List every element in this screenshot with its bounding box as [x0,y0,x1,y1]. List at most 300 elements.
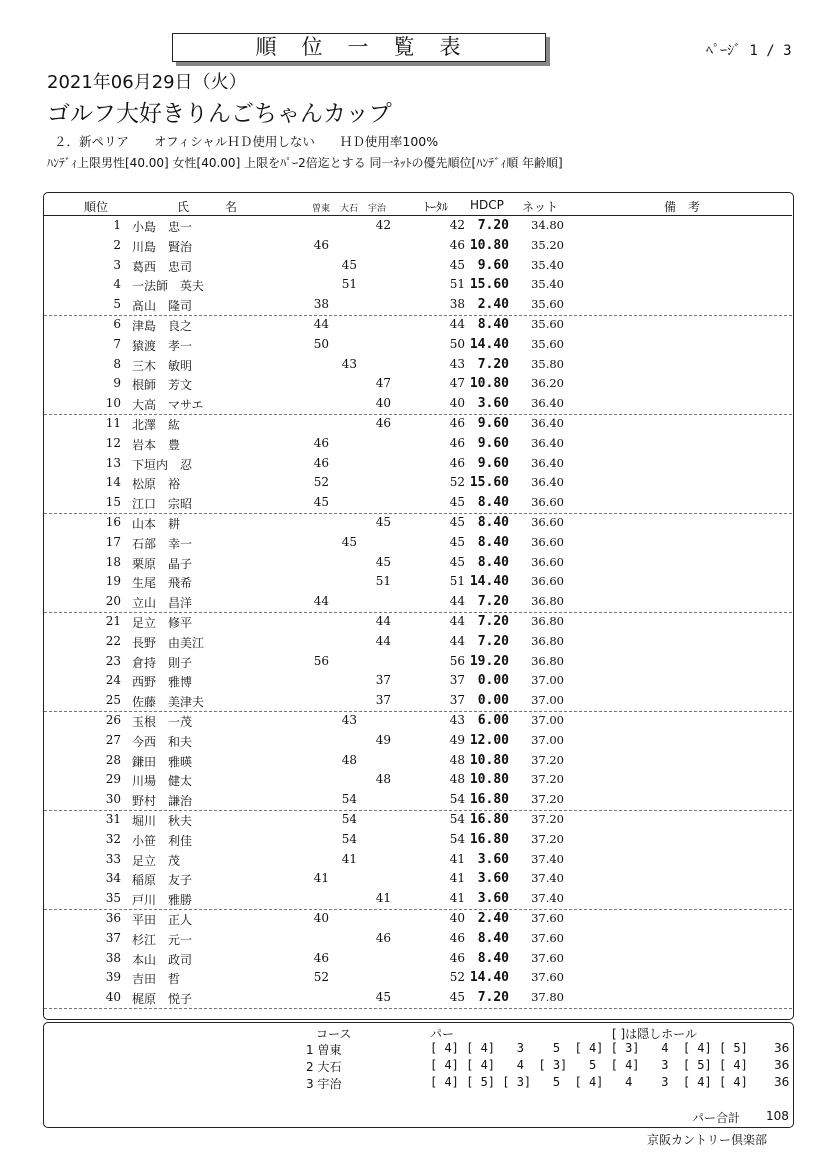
rank-cell: 31 [105,812,121,826]
table-row [44,295,792,316]
rank-cell: 29 [105,772,121,787]
total-cell: 44 [449,594,465,609]
total-cell: 43 [449,356,465,371]
rank-cell: 10 [105,396,121,411]
rank-cell: 33 [105,851,121,866]
net-cell: 37.60 [531,970,564,985]
score-course1: 41 [313,871,329,886]
score-course1: 56 [313,653,329,668]
rank-cell: 9 [113,376,121,391]
total-cell: 48 [449,752,465,767]
net-cell: 35.60 [531,297,564,312]
table-row [44,869,792,889]
name-cell: 玉根 一茂 [132,715,193,729]
course-par-total: 36 [774,1075,790,1089]
table-row [44,275,792,295]
table-row [44,968,792,988]
net-cell: 36.80 [531,594,564,609]
header-hdcp: HDCP [470,198,504,212]
rank-cell: 28 [105,752,121,767]
course-pars: [ 4] [ 5] [ 3] 5 [ 4] 4 3 [ 4] [ 4] [430,1075,748,1089]
hdcp-cell: 8.40 [477,950,509,966]
total-cell: 46 [449,416,465,430]
hdcp-cell: 16.80 [469,792,509,808]
header-course1: 曽東 [312,204,331,214]
header-course2: 大石 [340,204,359,214]
name-cell: 小島 忠一 [132,220,193,234]
table-row [44,414,792,434]
course-par-total: 36 [774,1041,790,1055]
name-cell: 堀川 秋夫 [132,814,193,828]
course-pars: [ 4] [ 4] 4 [ 3] 5 [ 4] 3 [ 5] [ 4] [430,1058,748,1072]
table-row [44,335,792,355]
total-cell: 51 [449,574,465,589]
total-cell: 37 [449,693,465,708]
hdcp-cell: 7.20 [477,614,509,629]
net-cell: 36.80 [531,633,564,648]
total-cell: 46 [449,237,465,252]
rank-cell: 1 [113,218,121,232]
net-cell: 37.20 [531,752,564,767]
table-row [44,652,792,672]
total-cell: 52 [449,970,465,985]
score-course3: 42 [375,218,391,232]
hdcp-cell: 9.60 [477,435,509,451]
name-cell: 岩本 豊 [132,437,181,452]
score-course2: 48 [341,752,357,767]
rank-cell: 38 [105,950,121,965]
score-course2: 45 [341,257,357,272]
score-course3: 44 [375,614,391,628]
table-row [44,256,792,276]
total-cell: 50 [449,336,465,351]
table-row [44,374,792,394]
hdcp-cell: 16.80 [469,812,509,827]
table-row [44,355,792,375]
hidden-hole-note: [ ]は隠しホール [612,1027,697,1041]
total-cell: 46 [449,455,465,470]
rank-cell: 4 [113,277,121,292]
scoring-rule: ２．新ペリア オフィシャルＨＤ使用しない ＨＤ使用率100% [54,134,439,149]
table-row [44,592,792,613]
net-cell: 37.80 [531,990,564,1005]
table-row [44,929,792,949]
table-row [44,671,792,691]
net-cell: 36.60 [531,515,564,529]
score-course1: 45 [313,495,329,510]
hdcp-cell: 3.60 [477,396,509,412]
total-cell: 45 [449,257,465,272]
hdcp-cell: 10.80 [469,237,509,253]
total-cell: 54 [449,792,465,807]
table-row [44,493,792,514]
table-row [44,909,792,929]
table-row [44,216,792,236]
score-course1: 40 [313,911,329,925]
net-cell: 37.40 [531,871,564,886]
net-cell: 37.20 [531,831,564,846]
total-cell: 44 [449,633,465,648]
name-cell: 大高 マサエ [132,398,204,413]
name-cell: 生尾 飛希 [132,576,193,591]
name-cell: 北澤 紘 [132,418,181,432]
course-par-box [43,1022,794,1128]
total-cell: 44 [449,614,465,628]
handicap-rule: ﾊﾝﾃﾞｨ上限男性[40.00] 女性[40.00] 上限をﾊﾟｰ2倍迄とする 同一ﾈｯﾄの優先順位[ﾊﾝﾃﾞｨ順 年齢順] [47,156,563,170]
hdcp-cell: 2.40 [477,911,509,926]
score-course3: 48 [375,772,391,787]
table-row [44,632,792,652]
name-cell: 松原 裕 [132,477,181,492]
score-course3: 40 [375,396,391,411]
course-name: 1 曽東 [306,1043,342,1057]
score-course1: 44 [313,594,329,609]
rank-cell: 3 [113,257,121,272]
name-cell: 吉田 哲 [132,972,181,987]
score-course1: 52 [313,475,329,490]
net-cell: 37.00 [531,732,564,747]
name-cell: 足立 茂 [132,853,181,868]
hdcp-cell: 12.00 [469,732,509,748]
name-cell: 今西 和夫 [132,734,193,749]
course-par-total: 36 [774,1058,790,1072]
score-course2: 43 [341,713,357,727]
hdcp-cell: 8.40 [477,495,509,511]
rank-cell: 26 [105,713,121,727]
hdcp-cell: 7.20 [477,594,509,610]
par-total-value: 108 [766,1109,789,1123]
rank-cell: 23 [105,653,121,668]
total-cell: 54 [449,812,465,826]
total-cell: 52 [449,475,465,490]
score-course3: 46 [375,416,391,430]
results-table-header [44,197,792,216]
net-cell: 37.60 [531,911,564,925]
rank-cell: 30 [105,792,121,807]
score-course2: 54 [341,812,357,826]
name-cell: 石部 幸一 [132,536,193,551]
hdcp-cell: 10.80 [469,772,509,788]
net-cell: 37.40 [531,891,564,906]
score-course1: 52 [313,970,329,985]
name-cell: 江口 宗昭 [132,497,193,512]
table-row [44,751,792,771]
name-cell: 川場 健太 [132,774,193,789]
page-title: 順 位 一 覧 表 [172,33,546,62]
score-course2: 41 [341,851,357,866]
rank-cell: 32 [105,831,121,846]
rank-cell: 17 [105,534,121,549]
club-name: 京阪カントリー倶楽部 [647,1133,768,1147]
total-cell: 51 [449,277,465,292]
total-cell: 40 [449,911,465,925]
event-date: 2021年06月29日（火） [47,72,247,93]
net-cell: 36.60 [531,495,564,510]
total-cell: 48 [449,772,465,787]
net-cell: 35.80 [531,356,564,371]
net-cell: 36.40 [531,435,564,450]
rank-cell: 8 [113,356,121,371]
rank-cell: 15 [105,495,121,510]
rank-cell: 16 [105,515,121,529]
table-row [44,236,792,256]
hdcp-cell: 3.60 [477,891,509,907]
rank-cell: 35 [105,891,121,906]
table-row [44,810,792,830]
net-cell: 37.00 [531,673,564,688]
course-header: コース [316,1027,352,1041]
rank-cell: 19 [105,574,121,589]
net-cell: 36.80 [531,614,564,628]
net-cell: 35.60 [531,317,564,331]
name-cell: 三木 敏明 [132,358,193,373]
rank-cell: 22 [105,633,121,648]
rank-cell: 2 [113,237,121,252]
score-course3: 45 [375,515,391,529]
score-course2: 45 [341,534,357,549]
hdcp-cell: 6.00 [477,713,509,728]
score-course1: 50 [313,336,329,351]
rank-cell: 20 [105,594,121,609]
table-row [44,850,792,870]
hdcp-cell: 10.80 [469,376,509,392]
rank-cell: 25 [105,693,121,708]
rank-cell: 18 [105,554,121,569]
net-cell: 37.20 [531,792,564,807]
score-course2: 54 [341,792,357,807]
rank-cell: 14 [105,475,121,490]
hdcp-cell: 7.20 [477,218,509,233]
hdcp-cell: 0.00 [477,673,509,689]
net-cell: 36.40 [531,396,564,411]
table-row [44,513,792,533]
table-row [44,454,792,474]
score-course1: 46 [313,455,329,470]
net-cell: 35.40 [531,277,564,292]
score-course1: 46 [313,237,329,252]
total-cell: 45 [449,515,465,529]
hdcp-cell: 8.40 [477,317,509,332]
hdcp-cell: 8.40 [477,515,509,530]
name-cell: 稲原 友子 [132,873,193,888]
net-cell: 36.40 [531,455,564,470]
rank-cell: 12 [105,435,121,450]
score-course2: 51 [341,277,357,292]
net-cell: 37.00 [531,713,564,727]
total-cell: 40 [449,396,465,411]
table-row [44,553,792,573]
rank-cell: 24 [105,673,121,688]
rank-cell: 7 [113,336,121,351]
total-cell: 45 [449,990,465,1005]
net-cell: 34.80 [531,218,564,232]
hdcp-cell: 14.40 [469,336,509,352]
total-cell: 45 [449,495,465,510]
total-cell: 38 [449,297,465,312]
name-cell: 葛西 忠司 [132,259,193,274]
total-cell: 46 [449,950,465,965]
score-course3: 45 [375,554,391,569]
hdcp-cell: 9.60 [477,416,509,431]
net-cell: 37.20 [531,812,564,826]
net-cell: 36.60 [531,574,564,589]
name-cell: 足立 修平 [132,616,193,630]
net-cell: 37.40 [531,851,564,866]
total-cell: 45 [449,534,465,549]
score-course2: 43 [341,356,357,371]
table-row [44,394,792,415]
net-cell: 36.40 [531,416,564,430]
total-cell: 49 [449,732,465,747]
rank-cell: 6 [113,317,121,331]
net-cell: 37.20 [531,772,564,787]
total-cell: 46 [449,930,465,945]
total-cell: 43 [449,713,465,727]
header-name: 氏 名 [177,200,238,214]
hdcp-cell: 8.40 [477,554,509,570]
hdcp-cell: 19.20 [469,653,509,669]
total-cell: 41 [449,891,465,906]
table-row [44,949,792,969]
table-row [44,731,792,751]
hdcp-cell: 9.60 [477,257,509,273]
name-cell: 倉持 則子 [132,655,193,670]
competition-name: ゴルフ大好きりんごちゃんカップ [47,101,392,127]
total-cell: 37 [449,673,465,688]
name-cell: 梶原 悦子 [132,992,193,1007]
rank-cell: 21 [105,614,121,628]
score-course1: 38 [313,297,329,312]
header-rank: 順位 [84,200,109,214]
header-course3: 宇治 [368,204,387,214]
par-header: パー [430,1027,455,1041]
rank-cell: 13 [105,455,121,470]
name-cell: 立山 昌洋 [132,596,193,611]
hdcp-cell: 3.60 [477,851,509,867]
total-cell: 45 [449,554,465,569]
score-course1: 46 [313,950,329,965]
page-number: ﾍﾟｰｼﾞ 1 / 3 [706,43,792,59]
net-cell: 36.80 [531,653,564,668]
name-cell: 野村 謙治 [132,794,193,809]
total-cell: 46 [449,435,465,450]
name-cell: 下垣内 忍 [132,457,193,472]
net-cell: 35.40 [531,257,564,272]
hdcp-cell: 8.40 [477,534,509,550]
course-name: 2 大石 [306,1060,342,1074]
total-cell: 54 [449,831,465,846]
course-name: 3 宇治 [306,1077,342,1091]
score-course3: 46 [375,930,391,945]
hdcp-cell: 15.60 [469,475,509,491]
table-row [44,790,792,811]
table-row [44,988,792,1009]
table-row [44,612,792,632]
net-cell: 36.60 [531,554,564,569]
table-row [44,572,792,592]
net-cell: 36.60 [531,534,564,549]
hdcp-cell: 7.20 [477,633,509,649]
hdcp-cell: 2.40 [477,297,509,313]
name-cell: 津島 良之 [132,319,193,333]
total-cell: 47 [449,376,465,391]
score-course3: 47 [375,376,391,391]
name-cell: 西野 雅博 [132,675,193,690]
score-course2: 54 [341,831,357,846]
net-cell: 37.00 [531,693,564,708]
total-cell: 41 [449,851,465,866]
name-cell: 杉江 元一 [132,932,193,947]
total-cell: 44 [449,317,465,331]
score-course3: 44 [375,633,391,648]
hdcp-cell: 15.60 [469,277,509,293]
total-cell: 41 [449,871,465,886]
table-row [44,315,792,335]
score-course3: 41 [375,891,391,906]
table-row [44,533,792,553]
rank-cell: 5 [113,297,121,312]
par-total-label: パー合計 [692,1111,741,1125]
course-pars: [ 4] [ 4] 3 5 [ 4] [ 3] 4 [ 4] [ 5] [430,1041,748,1055]
score-course1: 46 [313,435,329,450]
rank-cell: 36 [105,911,121,925]
total-cell: 42 [449,218,465,232]
name-cell: 山本 耕 [132,517,181,531]
header-total: ﾄｰﾀﾙ [424,200,449,214]
net-cell: 35.60 [531,336,564,351]
name-cell: 佐藤 美津夫 [132,695,205,710]
net-cell: 36.20 [531,376,564,391]
rank-cell: 11 [105,416,121,430]
net-cell: 35.20 [531,237,564,252]
hdcp-cell: 7.20 [477,356,509,372]
name-cell: 長野 由美江 [132,635,205,650]
score-course3: 37 [375,673,391,688]
score-course3: 37 [375,693,391,708]
hdcp-cell: 7.20 [477,990,509,1006]
rank-cell: 27 [105,732,121,747]
net-cell: 37.60 [531,930,564,945]
table-row [44,691,792,712]
header-note: 備 考 [664,200,701,214]
name-cell: 鎌田 雅暎 [132,754,193,769]
table-row [44,473,792,493]
name-cell: 根師 芳文 [132,378,193,393]
hdcp-cell: 0.00 [477,693,509,709]
name-cell: 平田 正人 [132,913,193,927]
rank-cell: 39 [105,970,121,985]
rank-cell: 34 [105,871,121,886]
table-row [44,830,792,850]
table-row [44,770,792,790]
hdcp-cell: 9.60 [477,455,509,471]
hdcp-cell: 10.80 [469,752,509,768]
name-cell: 小笹 利佳 [132,833,193,848]
score-course1: 44 [313,317,329,331]
name-cell: 川島 賢治 [132,239,193,254]
table-row [44,889,792,910]
hdcp-cell: 14.40 [469,970,509,986]
name-cell: 一法師 英夫 [132,279,205,294]
hdcp-cell: 14.40 [469,574,509,590]
net-cell: 36.40 [531,475,564,490]
header-net: ネット [522,200,559,214]
rank-cell: 40 [105,990,121,1005]
table-row [44,711,792,731]
name-cell: 栗原 晶子 [132,556,193,571]
name-cell: 髙山 隆司 [132,299,193,314]
hdcp-cell: 3.60 [477,871,509,887]
